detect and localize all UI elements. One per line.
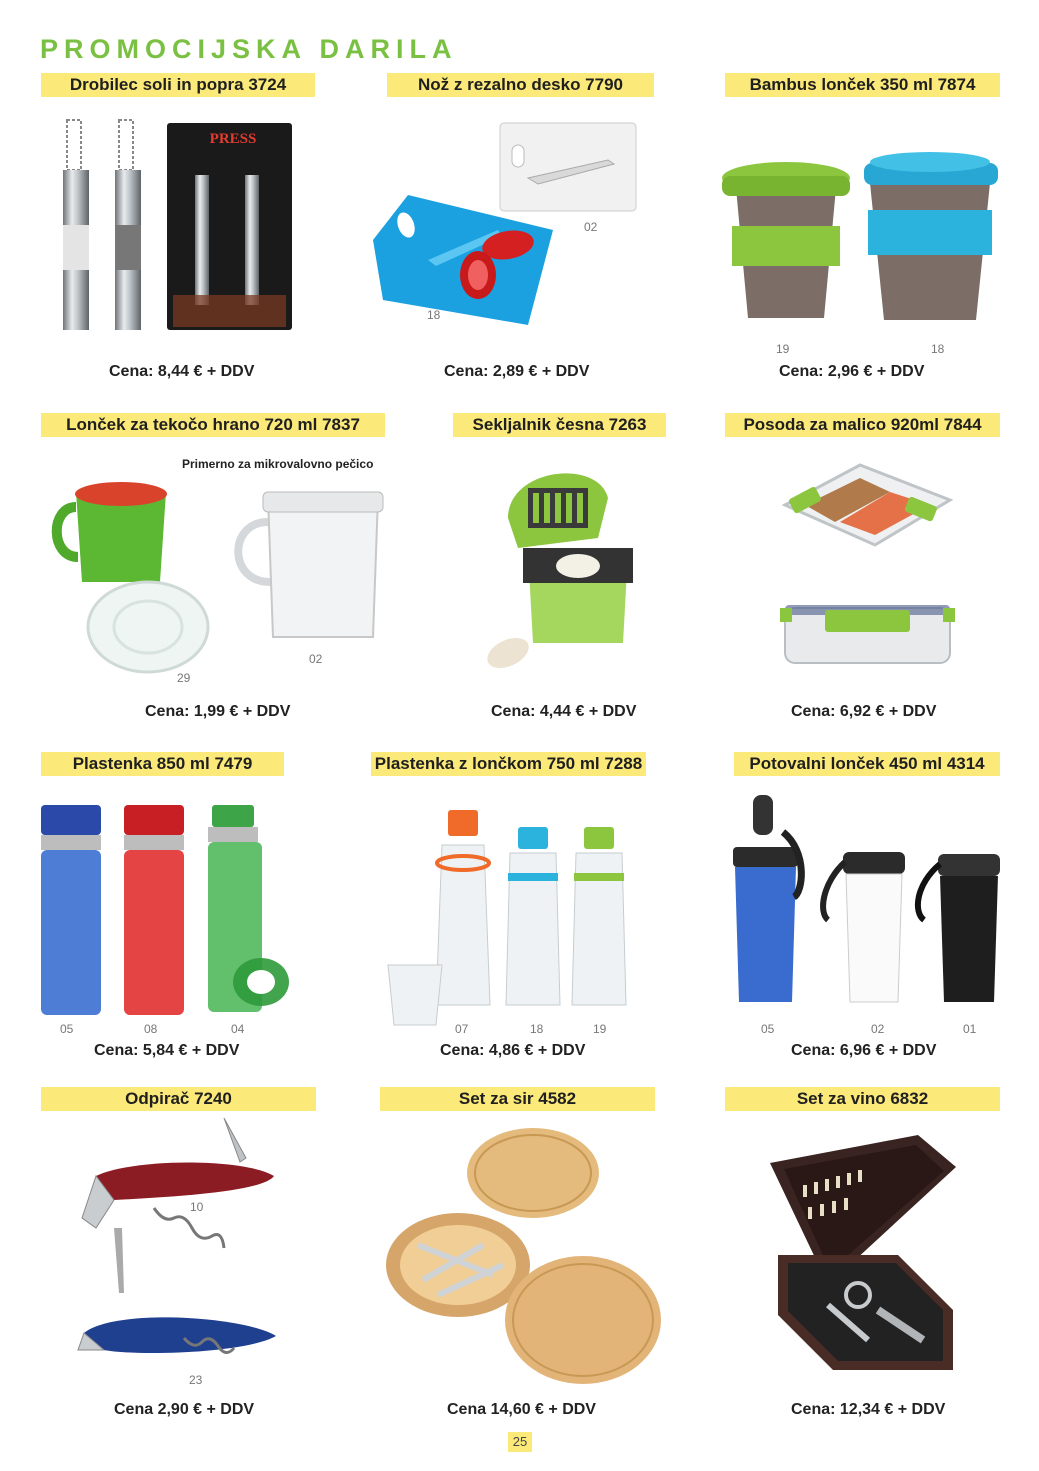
color-code: 19 [593, 1022, 607, 1036]
product-price: Cena: 12,34 € + DDV [791, 1401, 946, 1418]
product-title: Sekljalnik česna 7263 [453, 413, 666, 437]
color-code: 05 [60, 1022, 74, 1036]
color-code: 02 [871, 1022, 885, 1036]
color-code: 18 [427, 308, 441, 322]
product-price: Cena: 4,86 € + DDV [440, 1042, 586, 1059]
product-title: Plastenka z lončkom 750 ml 7288 [371, 752, 646, 776]
color-code: 19 [776, 342, 790, 356]
product-price: Cena: 2,89 € + DDV [444, 363, 590, 380]
color-code: 18 [530, 1022, 544, 1036]
product-title: Set za vino 6832 [725, 1087, 1000, 1111]
bottle-850-image [36, 800, 301, 1020]
page-number: 25 [508, 1432, 532, 1452]
color-code: 02 [309, 652, 323, 666]
color-code: 23 [189, 1373, 203, 1387]
color-code: 01 [963, 1022, 977, 1036]
product-price: Cena: 2,96 € + DDV [779, 363, 925, 380]
color-code: 08 [144, 1022, 158, 1036]
product-price: Cena: 8,44 € + DDV [109, 363, 255, 380]
cheese-set-image [383, 1125, 668, 1390]
knife-board-image [368, 120, 640, 330]
corkscrew-image [74, 1118, 284, 1378]
product-price: Cena 14,60 € + DDV [447, 1401, 596, 1418]
product-title: Plastenka 850 ml 7479 [41, 752, 284, 776]
travel-mug-image [728, 792, 1008, 1007]
product-title: Nož z rezalno desko 7790 [387, 73, 654, 97]
product-price: Cena: 6,92 € + DDV [791, 703, 937, 720]
microwave-note: Primerno za mikrovalovno pečico [182, 457, 374, 471]
page-title: PROMOCIJSKA DARILA [40, 34, 458, 64]
garlic-chopper-image [478, 458, 678, 678]
salt-pepper-grinder-image [55, 115, 300, 335]
product-price: Cena: 5,84 € + DDV [94, 1042, 240, 1059]
color-code: 29 [177, 671, 191, 685]
color-code: 02 [584, 220, 598, 234]
color-code: 04 [231, 1022, 245, 1036]
color-code: 18 [931, 342, 945, 356]
product-title: Posoda za malico 920ml 7844 [725, 413, 1000, 437]
product-title: Lonček za tekočo hrano 720 ml 7837 [41, 413, 385, 437]
product-price: Cena 2,90 € + DDV [114, 1401, 255, 1418]
product-price: Cena: 4,44 € + DDV [491, 703, 637, 720]
product-title: Bambus lonček 350 ml 7874 [725, 73, 1000, 97]
product-price: Cena: 1,99 € + DDV [145, 703, 291, 720]
product-title: Odpirač 7240 [41, 1087, 316, 1111]
lunch-box-image [780, 460, 955, 670]
press-logo-text: PRESS [209, 131, 257, 147]
soup-mug-image [48, 462, 388, 682]
bamboo-cup-image [718, 148, 1003, 328]
product-price: Cena: 6,96 € + DDV [791, 1042, 937, 1059]
product-title: Drobilec soli in popra 3724 [41, 73, 315, 97]
bottle-with-cup-image [384, 805, 634, 1027]
color-code: 07 [455, 1022, 469, 1036]
color-code: 10 [190, 1200, 204, 1214]
product-title: Set za sir 4582 [380, 1087, 655, 1111]
color-code: 05 [761, 1022, 775, 1036]
product-title: Potovalni lonček 450 ml 4314 [734, 752, 1000, 776]
wine-set-image [768, 1135, 958, 1375]
